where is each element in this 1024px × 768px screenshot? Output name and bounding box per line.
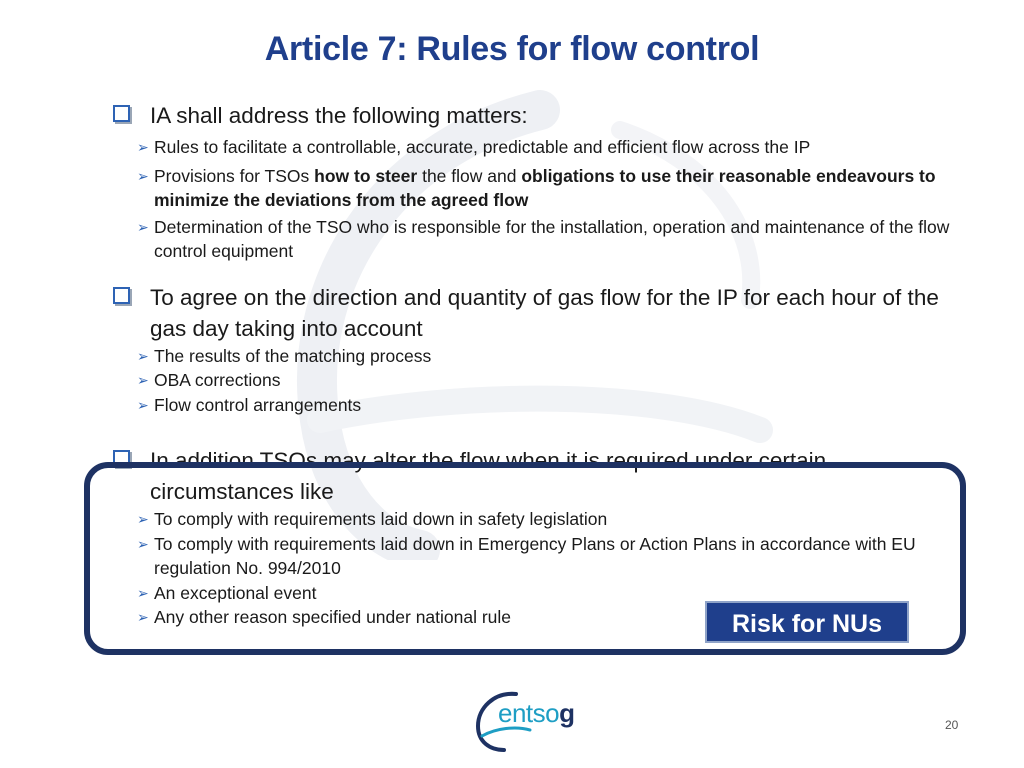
section-ia-matters (113, 100, 953, 264)
square-bullet-icon (113, 105, 130, 122)
arrow-bullet-icon: ➢ (137, 396, 149, 413)
bullet-alter-flow: In addition TSOs may alter the flow when it is required under certain circumstances like (113, 445, 953, 507)
bullet-agree-direction: To agree on the direction and quantity of gas flow for the IP for each hour of the gas day taking into account (113, 282, 953, 344)
risk-callout: Risk for NUs (705, 601, 909, 643)
sub-bullet-rules: ➢ Rules to facilitate a controllable, accurate, predictable and efficient flow across the IP (113, 135, 953, 160)
sub-bullet-exceptional: ➢ An exceptional event (113, 581, 953, 606)
bullet-ia-matters: IA shall address the following matters: (113, 100, 953, 131)
sub-bullet-safety: ➢ To comply with requirements laid down in safety legislation (113, 507, 953, 532)
entsog-logo (472, 688, 602, 754)
arrow-bullet-icon: ➢ (137, 511, 149, 527)
sub-bullet-oba: ➢ OBA corrections (113, 368, 953, 393)
sub-bullet-determination: ➢ Determination of the TSO who is responsible for the installation, operation and maintenance of the flow control equipment (137, 216, 950, 261)
arrow-bullet-icon: ➢ (137, 218, 149, 235)
sub-bullet-matching: ➢ The results of the matching process (113, 344, 953, 369)
slide-title: Article 7: Rules for flow control (264, 30, 760, 68)
page-number: 20 (945, 718, 959, 732)
arrow-bullet-icon: ➢ (137, 584, 149, 601)
sub-bullet-flow-control: ➢ Flow control arrangements (113, 393, 953, 418)
arrow-bullet-icon: ➢ (137, 535, 149, 552)
arrow-bullet-icon: ➢ (137, 372, 149, 388)
arrow-bullet-icon: ➢ (137, 139, 149, 155)
sub-bullet-other-reason: ➢ Any other reason specified under national rule (113, 605, 953, 630)
logo-wordmark: entsog (498, 698, 575, 728)
arrow-bullet-icon: ➢ (137, 347, 149, 364)
square-bullet-icon (113, 287, 130, 304)
arrow-bullet-icon: ➢ (137, 167, 149, 184)
sub-bullet-provisions: ➢ Provisions for TSOs how to steer the flow and obligations to use their reasonable endeavours to minimize the deviations from the agreed flow (137, 165, 936, 210)
arrow-bullet-icon: ➢ (137, 609, 149, 625)
section-agree-direction (113, 282, 953, 418)
sub-bullet-emergency: ➢ To comply with requirements laid down in Emergency Plans or Action Plans in accordance with EU regulation No. 994/2010 (137, 533, 916, 578)
